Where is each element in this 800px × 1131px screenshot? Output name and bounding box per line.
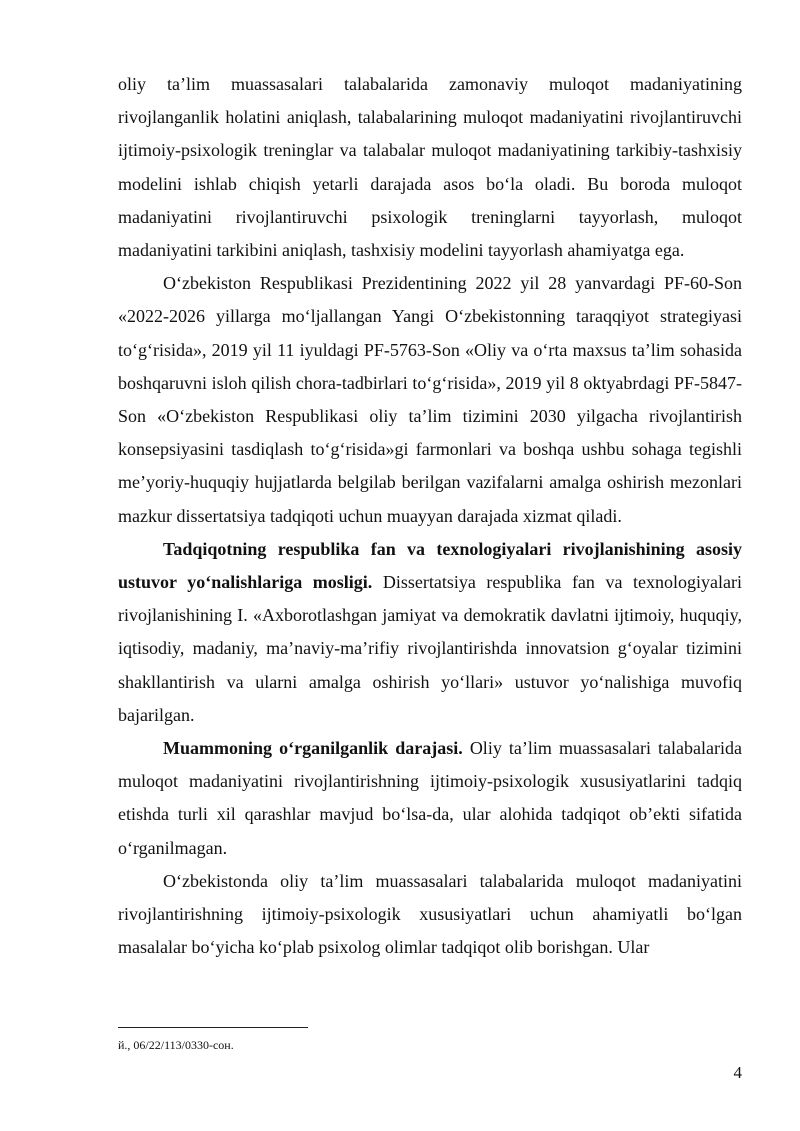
paragraph-text: Dissertatsiya respublika fan va texnologiyalari rivojlanishining I. «Axborotlashgan jamiyat va demokratik davlatni ijtimoiy, huquqiy, iqtisodiy, madaniy, ma’naviy-ma’rifiy rivojlantirishda innovatsion g‘oyalar tizimini shakllantirish va ularni amalga oshirish yo‘llari» ustuvor yo‘nalishiga muvofiq bajarilgan. [118, 572, 742, 725]
paragraph-uzbekistan-research: O‘zbekistonda oliy ta’lim muassasalari talabalarida muloqot madaniyatini rivojlantirishning ijtimoiy-psixologik xususiyatlari uchun ahamiyatli bo‘lgan masalalar bo‘yicha ko‘plab psixolog olimlar tadqiqot olib borishgan. Ular [118, 870, 742, 958]
paragraph-study-degree [118, 732, 742, 865]
page-body [118, 68, 742, 964]
footnote: й., 06/22/113/0330-сон. [118, 1038, 234, 1052]
page-number: 4 [733, 1063, 742, 1082]
paragraph-legal-basis: O‘zbekiston Respublikasi Prezidentining 2022 yil 28 yanvardagi PF-60-Son «2022-2026 yillarga mo‘ljallangan Yangi O‘zbekistonning taraqqiyot strategiyasi to‘g‘risida», 2019 yil 11 iyuldagi PF-5763-Son «Oliy va o‘rta maxsus ta’lim sohasida boshqaruvni isloh qilish chora-tadbirlari to‘g‘risida», 2019 yil 8 oktyabrdagi PF-5847-Son «O‘zbekiston Respublikasi oliy ta’lim tizimini 2030 yilgacha rivojlantirish konsepsiyasini tasdiqlash to‘g‘risida»gi farmonlari va boshqa ushbu sohaga tegishli me’yoriy-huquqiy hujjatlarda belgilab berilgan vazifalarni amalga oshirish mezonlari mazkur dissertatsiya tadqiqoti uchun muayyan darajada xizmat qiladi. [118, 273, 742, 526]
section-heading-priorities: Tadqiqotning respublika fan va texnologiyalari rivojlanishining asosiy ustuvor yo‘nalishlariga mosligi. [118, 538, 742, 593]
paragraph-continuation: oliy ta’lim muassasalari talabalarida zamonaviy muloqot madaniyatining rivojlanganlik holatini aniqlash, talabalarining muloqot madaniyatini rivojlantiruvchi ijtimoiy-psixologik treninglar va talabalar muloqot madaniyatining tarkibiy-tashxisiy modelini ishlab chiqish yetarli darajada asos bo‘la oladi. Bu boroda muloqot madaniyatini rivojlantiruvchi psixologik treninglarni tayyorlash, muloqot madaniyatini tarkibini aniqlash, tashxisiy modelini tayyorlash ahamiyatga ega. [118, 74, 742, 261]
footnote-divider [118, 1027, 308, 1028]
paragraph-research-priorities [118, 533, 742, 732]
paragraph-text: Oliy ta’lim muassasalari talabalarida muloqot madaniyatini rivojlantirishning ijtimoiy-psixologik xususiyatlarini tadqiq etishda turli xil qarashlar mavjud bo‘lsa-da, ular alohida tadqiqot ob’ekti sifatida o‘rganilmagan. [118, 738, 742, 858]
section-heading-study-degree: Muammoning o‘rganilganlik darajasi. [163, 738, 463, 759]
